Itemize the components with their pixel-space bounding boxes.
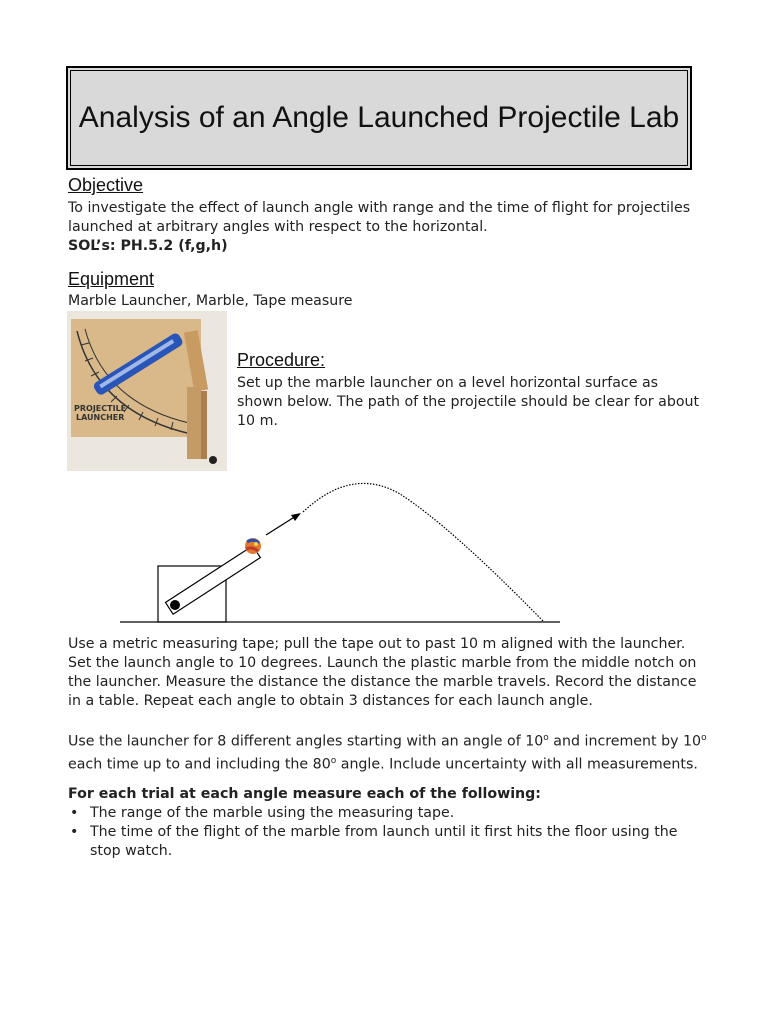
objective-text: To investigate the effect of launch angle with range and the time of flight for projectiles launched at arbitrary angles with respect to the horizontal. <box>68 200 691 235</box>
procedure-heading: Procedure: <box>237 350 326 370</box>
measure-list <box>68 804 708 861</box>
equipment-text: Marble Launcher, Marble, Tape measure <box>68 293 353 309</box>
degree-mark: o <box>330 755 337 766</box>
launcher-photo <box>67 311 227 471</box>
equipment-heading: Equipment <box>68 269 155 289</box>
arrow-head <box>291 513 301 521</box>
page-title: Analysis of an Angle Launched Projectile Lab <box>78 101 680 134</box>
marble-colorful <box>245 538 261 554</box>
measure-heading: For each trial at each angle measure each of the following: <box>68 786 541 802</box>
trajectory-diagram <box>120 480 570 630</box>
procedure-para1: Use a metric measuring tape; pull the tape out to past 10 m aligned with the launcher. Set the launch angle to 10 degrees. Launch the plastic marble from the middle notch on the launcher. Measure the distance the distance the marble travels. Record the distance in a table. Repeat each angle to obtain 3 distances for each launch angle. <box>68 636 697 709</box>
sol-text: SOL’s: PH.5.2 (f,g,h) <box>68 238 228 254</box>
para2-part-c: each time up to and including the 80 <box>68 756 331 773</box>
arrow-line <box>266 516 296 535</box>
photo-label-line2: LAUNCHER <box>76 413 125 422</box>
para2-part-b: and increment by 10 <box>548 733 702 750</box>
marble-dot <box>170 600 180 610</box>
para2-part-a: Use the launcher for 8 different angles starting with an angle of 10 <box>68 733 544 750</box>
photo-label-line1: PROJECTILE <box>74 404 127 413</box>
objective-heading: Objective <box>68 175 144 195</box>
procedure-para2 <box>68 729 708 774</box>
list-item: • The range of the marble using the measuring tape. <box>68 804 708 823</box>
trajectory-path <box>303 483 543 621</box>
list-item: • The time of the flight of the marble from launch until it first hits the floor using the stop watch. <box>68 823 708 861</box>
title-box <box>66 66 692 170</box>
degree-mark: o <box>701 733 707 743</box>
degree-mark: o <box>543 733 549 743</box>
procedure-intro: Set up the marble launcher on a level horizontal surface as shown below. The path of the projectile should be clear for about 10 m. <box>237 375 700 429</box>
para2-part-d: angle. Include uncertainty with all measurements. <box>336 756 698 773</box>
